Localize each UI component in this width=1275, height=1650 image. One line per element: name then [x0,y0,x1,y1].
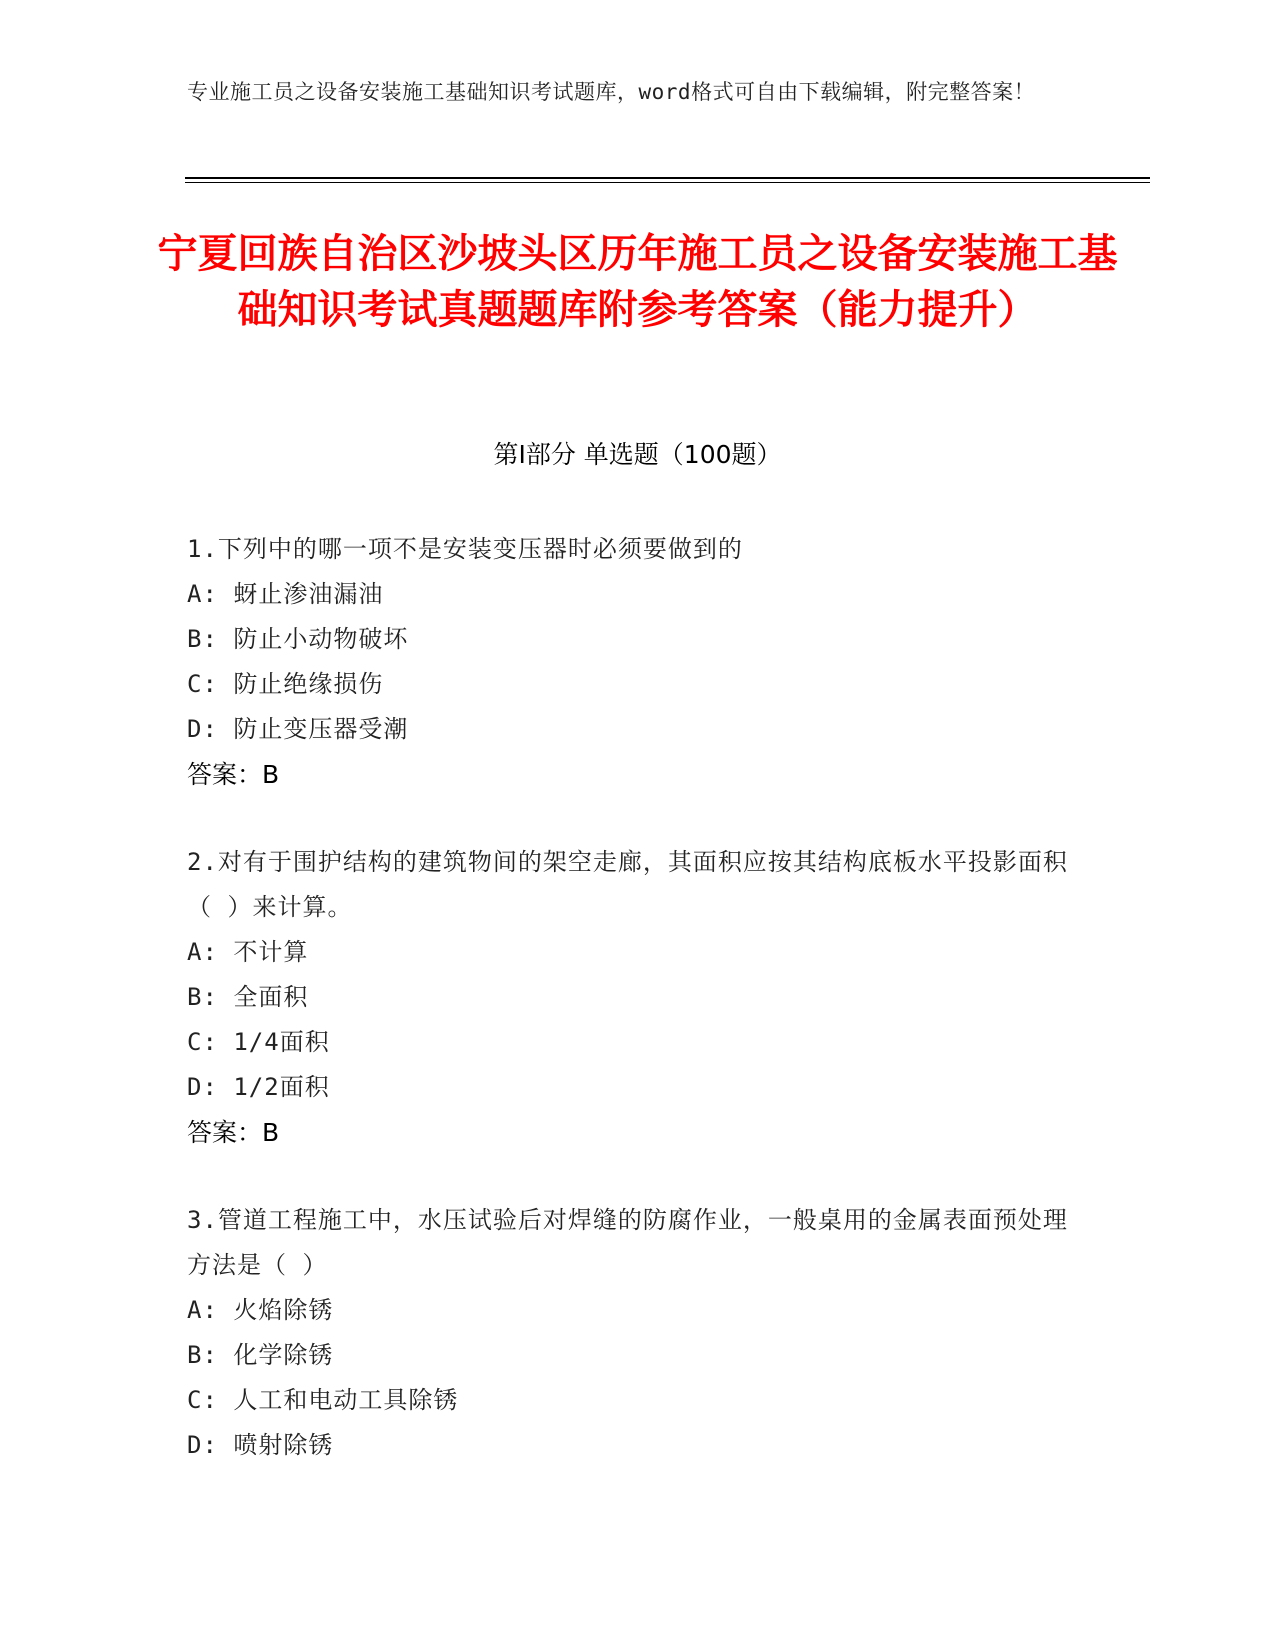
option-d: D: 1/2面积 [187,1073,330,1101]
option-b: B: 化学除锈 [187,1341,334,1369]
option-c: C: 人工和电动工具除锈 [187,1386,459,1414]
option-d: D: 喷射除锈 [187,1431,334,1459]
option-c: C: 防止绝缘损伤 [187,670,384,698]
header-divider-thin [185,182,1150,183]
option-c: C: 1/4面积 [187,1028,330,1056]
question-list [187,527,1087,1511]
question-3 [187,1198,1087,1468]
answer-text: 答案：B [187,760,280,789]
header-divider-thick [185,177,1150,179]
option-d: D: 防止变压器受潮 [187,715,409,743]
question-stem: 3.管道工程施工中，水压试验后对焊缝的防腐作业，一般桌用的金属表面预处理方法是（ ） [187,1206,1068,1279]
answer-text: 答案：B [187,1118,280,1147]
option-a: A: 蚜止渗油漏油 [187,580,384,608]
question-1 [187,527,1087,797]
option-b: B: 防止小动物破坏 [187,625,409,653]
question-stem: 2.对有于围护结构的建筑物间的架空走廊，其面积应按其结构底板水平投影面积（ ）来计算。 [187,848,1068,921]
option-b: B: 全面积 [187,983,309,1011]
section-title: 第I部分 单选题（100题） [493,440,782,469]
question-stem: 1.下列中的哪一项不是安装变压器时必须要做到的 [187,535,743,563]
document-title: 宁夏回族自治区沙坡头区历年施工员之设备安装施工基础知识考试真题题库附参考答案（能力提升） [157,231,1118,333]
option-a: A: 不计算 [187,938,309,966]
header-note: 专业施工员之设备安装施工基础知识考试题库，word格式可自由下载编辑，附完整答案！ [187,80,1036,104]
question-2 [187,840,1087,1155]
option-a: A: 火焰除锈 [187,1296,334,1324]
